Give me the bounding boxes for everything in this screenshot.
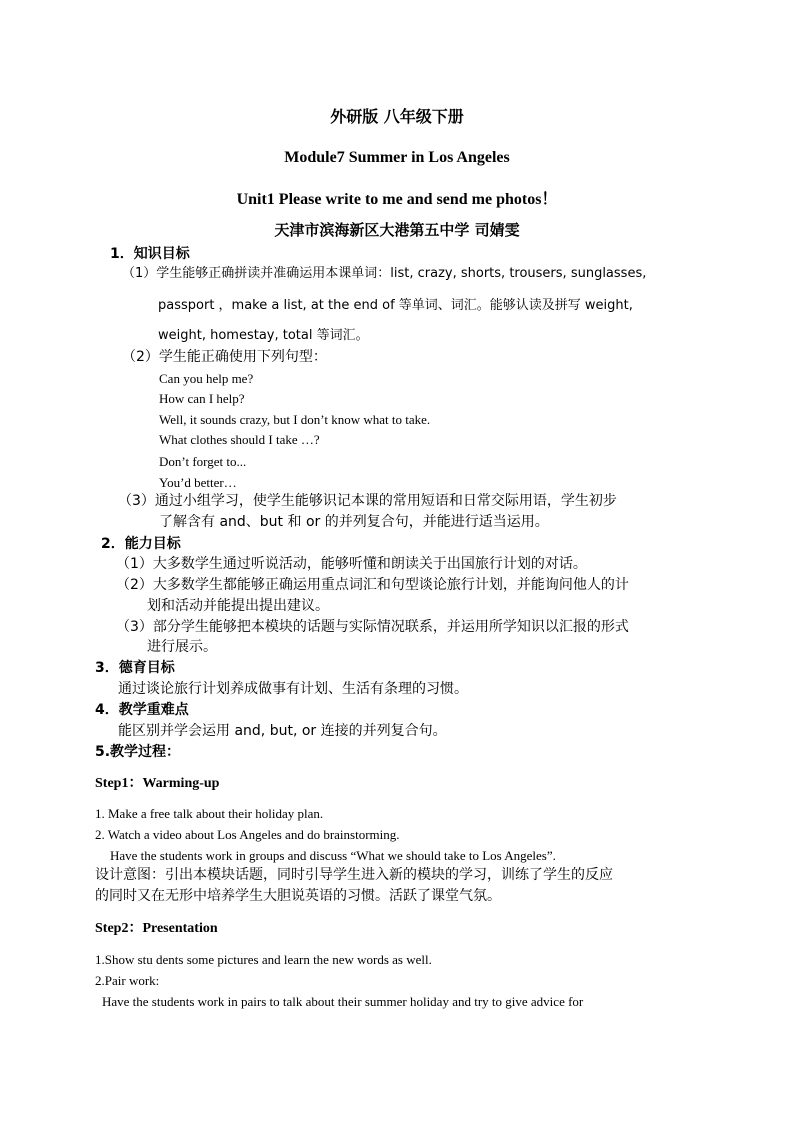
textbook-title: 外研版 八年级下册 — [330, 107, 464, 126]
step1-line: 1. Make a free talk about their holiday plan. — [95, 806, 324, 821]
s2-item3-line1: （3）部分学生能够把本模块的话题与实际情况联系，并运用所学知识以汇报的形式 — [116, 619, 629, 635]
s1-item1-line3: weight, homestay, total 等词汇。 — [158, 328, 369, 343]
step1-heading: Step1：Warming-up — [95, 776, 220, 791]
section-1-heading: 1．知识目标 — [110, 246, 190, 262]
s2-item2-line2: 划和活动并能提出提出建议。 — [147, 598, 329, 614]
design-intent-line1: 设计意图：引出本模块话题，同时引导学生进入新的模块的学习，训练了学生的反应 — [95, 867, 613, 883]
sentence-pattern: How can I help? — [159, 391, 245, 406]
sentence-pattern: Can you help me? — [159, 371, 254, 386]
step2-heading: Step2：Presentation — [95, 921, 218, 936]
step1-line: Have the students work in groups and discuss “What we should take to Los Angeles”. — [110, 848, 556, 863]
s3-text: 通过谈论旅行计划养成做事有计划、生活有条理的习惯。 — [118, 681, 468, 697]
s4-text: 能区别并学会运用 and, but, or 连接的并列复合句。 — [118, 723, 447, 739]
section-4-heading: 4．教学重难点 — [95, 702, 189, 718]
s2-item2-line1: （2）大多数学生都能够正确运用重点词汇和句型谈论旅行计划，并能询问他人的计 — [116, 577, 629, 593]
step2-line: 2.Pair work: — [95, 973, 160, 988]
s2-item1: （1）大多数学生通过听说活动，能够听懂和朗读关于出国旅行计划的对话。 — [116, 556, 587, 572]
s1-item3-line2: 了解含有 and、but 和 or 的并列复合句，并能进行适当运用。 — [159, 514, 549, 530]
unit-title: Unit1 Please write to me and send me photos！ — [236, 191, 558, 208]
s1-item2: （2）学生能正确使用下列句型： — [122, 349, 327, 365]
s1-item1-line1: （1）学生能够正确拼读并准确运用本课单词：list, crazy, shorts, trousers, sunglasses, — [122, 266, 647, 281]
section-2-heading: 2．能力目标 — [101, 536, 181, 552]
step1-line: 2. Watch a video about Los Angeles and do brainstorming. — [95, 827, 400, 842]
step2-line: 1.Show stu dents some pictures and learn the new words as well. — [95, 952, 432, 967]
section-3-heading: 3．德育目标 — [95, 660, 175, 676]
sentence-pattern: What clothes should I take …? — [159, 432, 320, 447]
s1-item1-line2: passport ，make a list, at the end of 等单词、词汇。能够认读及拼写 weight, — [158, 298, 633, 313]
s1-item3-line1: （3）通过小组学习，使学生能够识记本课的常用短语和日常交际用语，学生初步 — [118, 493, 617, 509]
author-line: 天津市滨海新区大港第五中学 司婧雯 — [274, 221, 520, 239]
section-5-heading: 5.教学过程： — [95, 744, 181, 760]
module-title: Module7 Summer in Los Angeles — [284, 149, 510, 166]
sentence-pattern: You’d better… — [159, 475, 237, 490]
step2-line: Have the students work in pairs to talk about their summer holiday and try to give advice for — [102, 994, 584, 1009]
s2-item3-line2: 进行展示。 — [147, 639, 217, 655]
design-intent-line2: 的同时又在无形中培养学生大胆说英语的习惯。活跃了课堂气氛。 — [95, 888, 501, 904]
sentence-pattern: Don’t forget to... — [159, 454, 247, 469]
sentence-pattern: Well, it sounds crazy, but I don’t know what to take. — [159, 412, 431, 427]
